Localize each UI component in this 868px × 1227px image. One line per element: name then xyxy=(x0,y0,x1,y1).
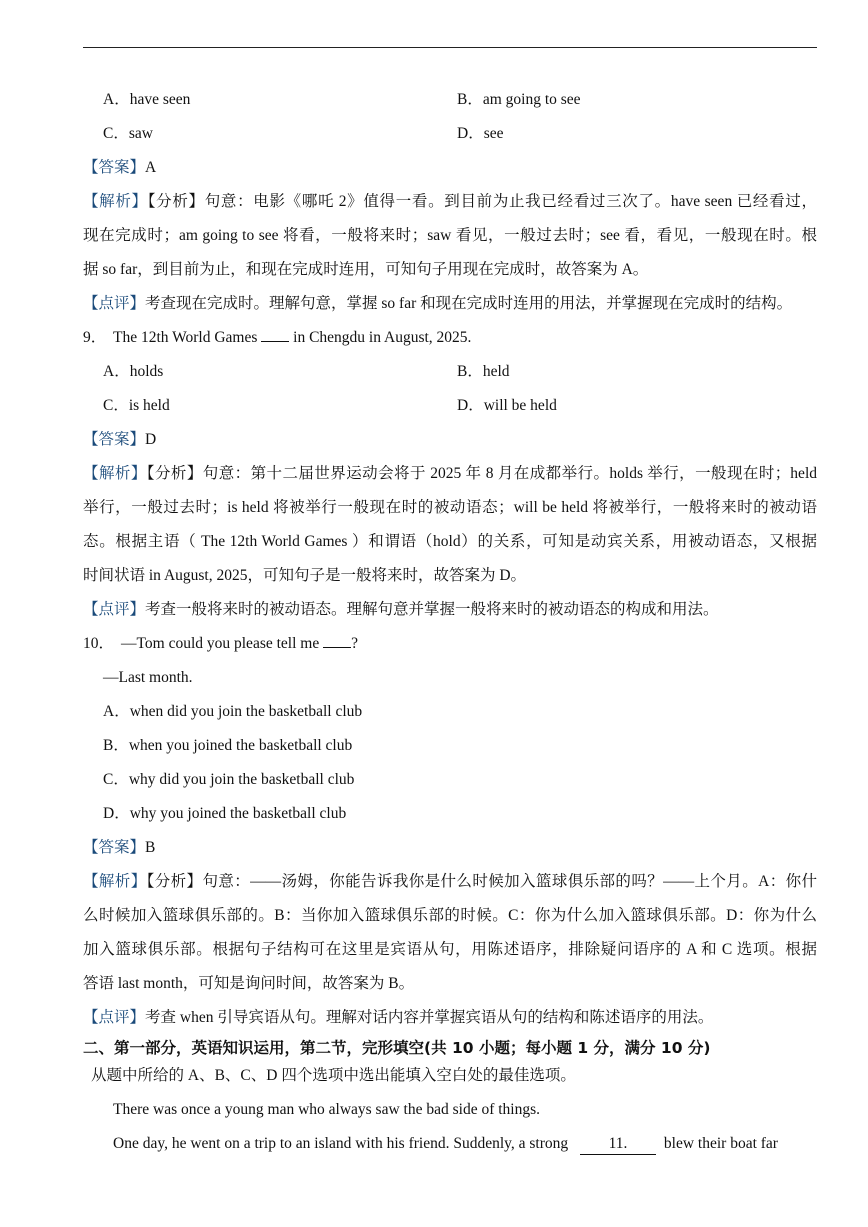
q10-option-b[interactable]: B．when you joined the basketball club xyxy=(103,737,353,754)
q9-option-d[interactable]: D．will be held xyxy=(457,397,557,414)
q10-option-c[interactable]: C．why did you join the basketball club xyxy=(103,771,355,788)
q8-option-b[interactable]: B．am going to see xyxy=(457,91,581,108)
section-heading: 二、第一部分，英语知识运用，第二节，完形填空(共 10 小题；每小题 1 分，满分 10 分) xyxy=(83,1039,711,1057)
answer-value: A xyxy=(145,159,157,176)
q9-options-row-2 xyxy=(83,392,817,426)
analysis-line-1: 【解析】【分析】句意：电影《哪吒 2》值得一看。到目前为止我已经看过三次了。have seen 已经看过， xyxy=(83,193,817,210)
answer-value: D xyxy=(145,431,157,448)
document-body xyxy=(83,86,817,1164)
analysis-tag: 【解析】 xyxy=(83,465,147,482)
q8-option-d[interactable]: D．see xyxy=(457,125,504,142)
passage-line-1: There was once a young man who always saw the bad side of things. xyxy=(113,1101,540,1118)
analysis-line-2: 么时候加入篮球俱乐部的。B：当你加入篮球俱乐部的时候。C：你为什么加入篮球俱乐部。D：你为什么 xyxy=(83,907,817,924)
analysis-tag: 【解析】 xyxy=(83,873,147,890)
analysis-line-1: 【解析】【分析】句意：第十二届世界运动会将于 2025 年 8 月在成都举行。holds 举行，一般现在时；held xyxy=(83,465,817,482)
q8-options-row-2 xyxy=(83,120,817,154)
q9-option-b[interactable]: B．held xyxy=(457,363,510,380)
q9-stem: 9． The 12th World Games in Chengdu in August, 2025. xyxy=(83,324,817,358)
analysis-line-4: 时间状语 in August, 2025，可知句子是一般将来时，故答案为 D。 xyxy=(83,567,527,584)
q8-answer xyxy=(83,154,817,188)
analysis-tag: 【解析】 xyxy=(83,193,148,210)
comment-tag: 【点评】 xyxy=(83,1009,146,1026)
q10-stem: 10． —Tom could you please tell me ? xyxy=(83,630,817,664)
passage-line-2: One day, he went on a trip to an island with his friend. Suddenly, a strong 11. blew their boat far xyxy=(83,1130,817,1164)
answer-blank xyxy=(261,325,289,342)
q9-option-a[interactable]: A．holds xyxy=(103,363,164,380)
q9-comment xyxy=(83,596,817,630)
q10-option-d[interactable]: D．why you joined the basketball club xyxy=(103,805,347,822)
q9-options-row-1 xyxy=(83,358,817,392)
comment-tag: 【点评】 xyxy=(83,295,146,312)
answer-value: B xyxy=(145,839,156,856)
analysis-line-2: 举行，一般过去时；is held 将被举行一般现在时的被动语态；will be held 将被举行，一般将来时的被动语 xyxy=(83,499,817,516)
q10-option-a[interactable]: A．when did you join the basketball club xyxy=(103,703,363,720)
q10-reply: —Last month. xyxy=(103,669,193,686)
analysis-line-3: 加入篮球俱乐部。根据句子结构可在这里是宾语从句，用陈述语序，排除疑问语序的 A 和 C 选项。根据 xyxy=(83,941,817,958)
q8-options-row-1 xyxy=(83,86,817,120)
analysis-line-2: 现在完成时；am going to see 将看，一般将来时；saw 看见，一般过去时；see 看，看见，一般现在时。根 xyxy=(83,227,817,244)
q8-option-c[interactable]: C．saw xyxy=(103,125,153,142)
analysis-line-3: 据 so far，到目前为止，和现在完成时连用，可知句子用现在完成时，故答案为 A。 xyxy=(83,261,649,278)
q10-answer xyxy=(83,834,817,868)
comment-text: 考查一般将来时的被动语态。理解句意并掌握一般将来时的被动语态的构成和用法。 xyxy=(145,601,719,618)
q8-option-a[interactable]: A．have seen xyxy=(103,91,191,108)
q9-answer xyxy=(83,426,817,460)
q8-comment xyxy=(83,290,817,324)
answer-blank xyxy=(323,631,351,648)
q8-analysis xyxy=(83,188,817,290)
question-number: 10． xyxy=(83,635,115,652)
answer-tag: 【答案】 xyxy=(83,431,146,448)
comment-tag: 【点评】 xyxy=(83,601,146,618)
analysis-line-3: 态。根据主语（ The 12th World Games ）和谓语（hold）的关系，可知是动宾关系，用被动语态，又根据 xyxy=(83,533,817,550)
answer-tag: 【答案】 xyxy=(83,839,146,856)
analysis-line-1: 【解析】【分析】句意：——汤姆，你能告诉我你是什么时候加入篮球俱乐部的吗？——上个月。A：你什 xyxy=(83,873,817,890)
question-number: 9． xyxy=(83,329,107,346)
q10-comment xyxy=(83,1004,817,1034)
comment-text: 考查现在完成时。理解句意，掌握 so far 和现在完成时连用的用法，并掌握现在完成时的结构。 xyxy=(145,295,793,312)
section-instruction: 从题中所给的 A、B、C、D 四个选项中选出能填入空白处的最佳选项。 xyxy=(91,1067,576,1084)
analysis-line-4: 答语 last month，可知是询问时间，故答案为 B。 xyxy=(83,975,415,992)
cloze-blank-11[interactable]: 11. xyxy=(580,1134,656,1155)
header-rule xyxy=(83,47,817,48)
answer-tag: 【答案】 xyxy=(83,159,146,176)
q9-option-c[interactable]: C．is held xyxy=(103,397,170,414)
q9-analysis xyxy=(83,460,817,596)
q10-analysis xyxy=(83,868,817,1004)
comment-text: 考查 when 引导宾语从句。理解对话内容并掌握宾语从句的结构和陈述语序的用法。 xyxy=(145,1009,714,1026)
